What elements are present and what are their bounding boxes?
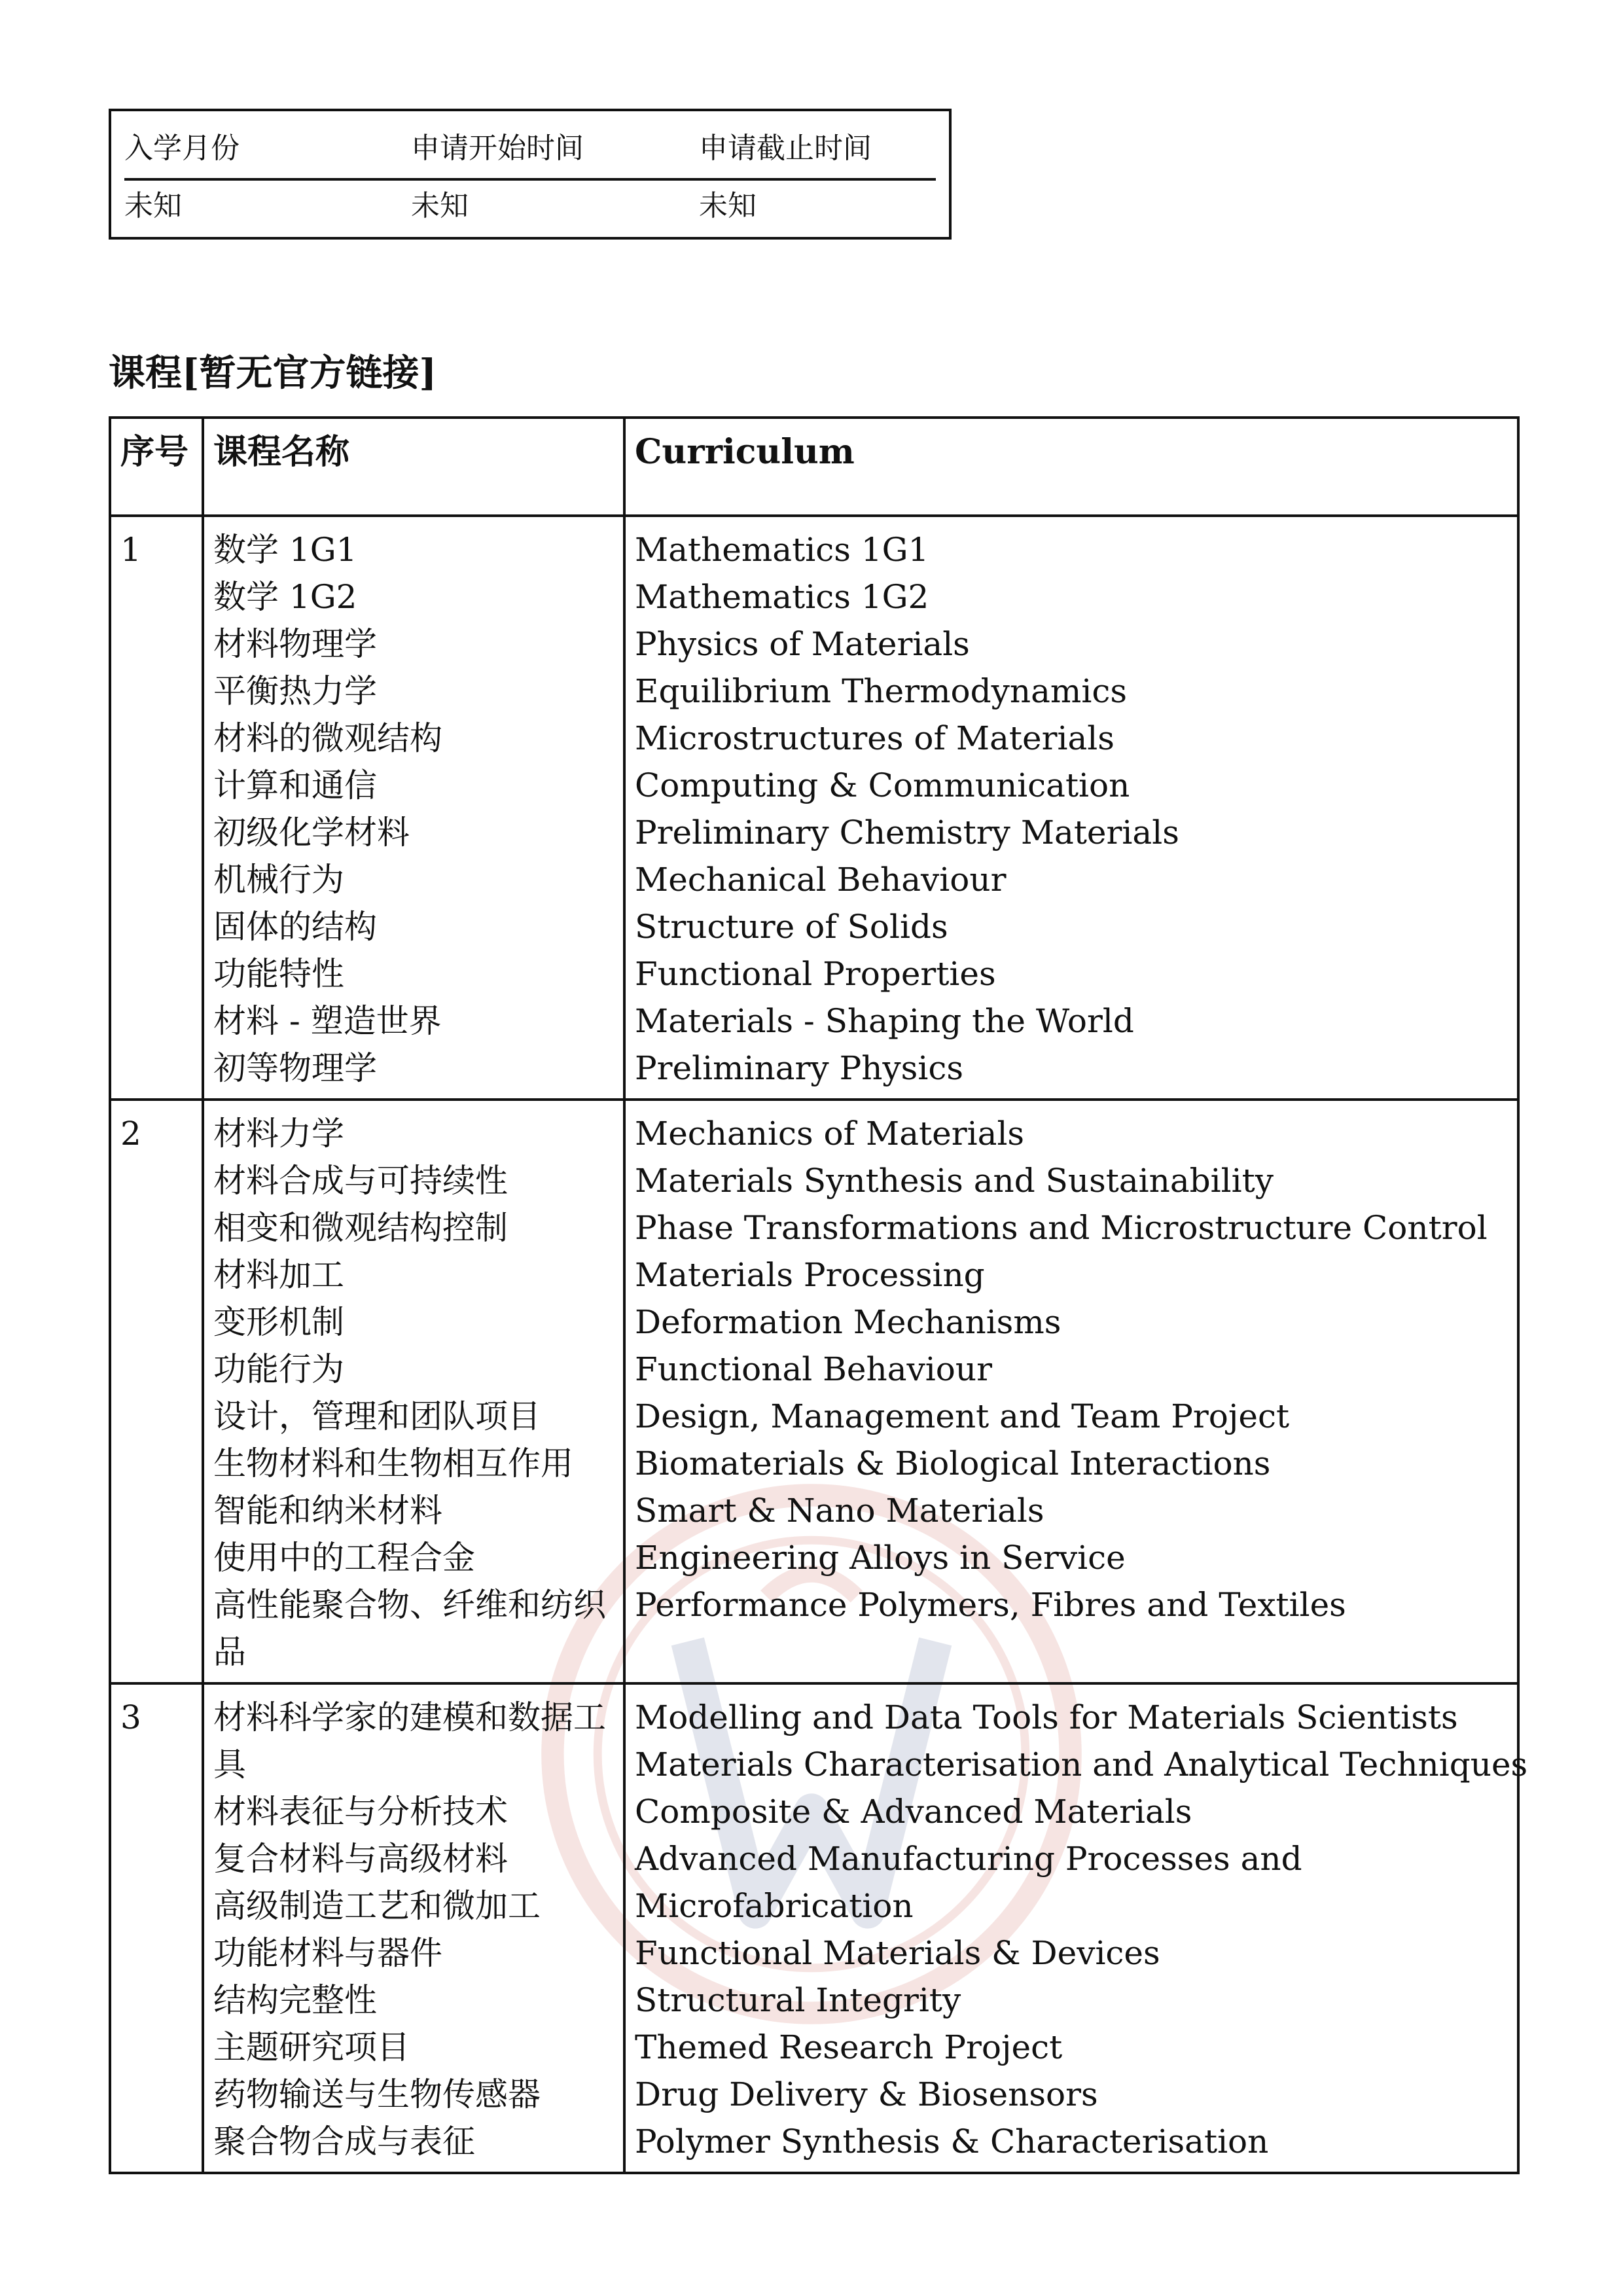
course-names-chinese (203, 516, 624, 1100)
course-name-cn: 变形机制 (213, 1303, 344, 1341)
course-name-en: Materials Synthesis and Sustainability (635, 1162, 1274, 1200)
course-name-cn: 药物输送与生物传感器 (213, 2075, 541, 2113)
course-name-cn: 功能特性 (213, 955, 344, 993)
intake-header-cell: 申请截止时间 (699, 132, 872, 165)
course-names-english (624, 516, 1518, 1100)
course-names-english (624, 1683, 1528, 2173)
course-name-cn: 材料 - 塑造世界 (213, 1002, 442, 1040)
course-name-en: Phase Transformations and Microstructure Control (635, 1209, 1488, 1247)
course-name-cn: 功能行为 (213, 1350, 344, 1388)
course-name-en: Polymer Synthesis & Characterisation (635, 2123, 1269, 2161)
course-name-cn: 材料科学家的建模和数据工具 (213, 1698, 606, 1784)
course-name-cn: 数学 1G2 (213, 578, 357, 616)
course-name-en: Microstructures of Materials (635, 719, 1115, 757)
course-name-cn: 聚合物合成与表征 (213, 2123, 475, 2161)
course-name-cn: 材料合成与可持续性 (213, 1162, 508, 1200)
course-name-en: Materials Characterisation and Analytical Techniques (635, 1746, 1528, 1784)
course-names-chinese (203, 1100, 624, 1683)
course-name-en: Smart & Nano Materials (635, 1492, 1044, 1530)
curriculum-row (110, 1100, 1518, 1683)
course-name-en: Mechanics of Materials (635, 1115, 1025, 1153)
intake-header-row (124, 126, 936, 181)
intake-value-cell: 未知 (411, 189, 469, 223)
course-name-en: Structure of Solids (635, 908, 948, 946)
intake-value-row (124, 183, 936, 236)
course-name-en: Deformation Mechanisms (635, 1303, 1061, 1341)
course-name-en: Advanced Manufacturing Processes and (635, 1840, 1302, 1878)
course-name-cn: 结构完整性 (213, 1981, 377, 2019)
course-name-en: Engineering Alloys in Service (635, 1539, 1126, 1577)
header-curriculum: Curriculum (624, 418, 1518, 516)
course-name-en: Drug Delivery & Biosensors (635, 2075, 1098, 2113)
course-name-cn: 生物材料和生物相互作用 (213, 1444, 573, 1482)
course-name-en: Mathematics 1G2 (635, 578, 929, 616)
year-number: 3 (110, 1683, 203, 2173)
course-name-cn: 高级制造工艺和微加工 (213, 1887, 541, 1925)
course-name-cn: 智能和纳米材料 (213, 1492, 442, 1530)
course-name-cn: 平衡热力学 (213, 672, 377, 710)
curriculum-table (109, 416, 1528, 2174)
curriculum-header-row (110, 418, 1518, 516)
course-name-en: Materials - Shaping the World (635, 1002, 1134, 1040)
course-name-cn: 设计，管理和团队项目 (213, 1397, 541, 1435)
course-name-cn: 固体的结构 (213, 908, 377, 946)
course-name-cn: 高性能聚合物、纤维和纺织品 (213, 1586, 606, 1671)
header-chinese-name: 课程名称 (203, 418, 624, 516)
course-name-en: Preliminary Chemistry Materials (635, 814, 1179, 852)
intake-value-cell: 未知 (699, 189, 757, 223)
course-name-en: Microfabrication (635, 1887, 914, 1925)
year-number: 1 (110, 516, 203, 1100)
course-name-en: Performance Polymers, Fibres and Textiles (635, 1586, 1346, 1624)
course-name-en: Modelling and Data Tools for Materials Scientists (635, 1698, 1458, 1736)
course-name-en: Composite & Advanced Materials (635, 1793, 1192, 1831)
course-name-en: Materials Processing (635, 1256, 985, 1294)
curriculum-row (110, 516, 1518, 1100)
course-name-en: Biomaterials & Biological Interactions (635, 1444, 1271, 1482)
course-name-en: Preliminary Physics (635, 1049, 963, 1087)
course-name-cn: 计算和通信 (213, 766, 377, 804)
course-name-en: Mechanical Behaviour (635, 861, 1007, 899)
intake-header-cell: 申请开始时间 (411, 132, 584, 165)
course-name-cn: 初级化学材料 (213, 814, 410, 852)
intake-value-cell: 未知 (124, 189, 182, 223)
course-name-en: Themed Research Project (635, 2028, 1063, 2066)
course-name-cn: 材料表征与分析技术 (213, 1793, 508, 1831)
header-number: 序号 (110, 418, 203, 516)
section-title: 课程[暂无官方链接] (109, 351, 437, 395)
course-name-cn: 材料力学 (213, 1115, 344, 1153)
course-name-cn: 初等物理学 (213, 1049, 377, 1087)
course-name-en: Physics of Materials (635, 625, 970, 663)
course-name-cn: 材料物理学 (213, 625, 377, 663)
course-name-cn: 机械行为 (213, 861, 344, 899)
course-names-chinese (203, 1683, 624, 2173)
intake-header-cell: 入学月份 (124, 132, 240, 165)
course-name-en: Equilibrium Thermodynamics (635, 672, 1127, 710)
course-name-en: Functional Properties (635, 955, 996, 993)
curriculum-body (110, 516, 1528, 2173)
course-name-cn: 使用中的工程合金 (213, 1539, 475, 1577)
course-name-en: Mathematics 1G1 (635, 531, 929, 569)
course-name-cn: 数学 1G1 (213, 531, 357, 569)
course-name-cn: 材料加工 (213, 1256, 344, 1294)
course-name-cn: 相变和微观结构控制 (213, 1209, 508, 1247)
course-name-en: Functional Materials & Devices (635, 1934, 1160, 1972)
course-name-en: Structural Integrity (635, 1981, 961, 2019)
course-names-english (624, 1100, 1518, 1683)
course-name-cn: 材料的微观结构 (213, 719, 442, 757)
intake-table (109, 109, 952, 240)
course-name-en: Design, Management and Team Project (635, 1397, 1290, 1435)
curriculum-row (110, 1683, 1518, 2173)
course-name-cn: 主题研究项目 (213, 2028, 410, 2066)
course-name-cn: 功能材料与器件 (213, 1934, 442, 1972)
course-name-en: Functional Behaviour (635, 1350, 992, 1388)
course-name-en: Computing & Communication (635, 766, 1130, 804)
course-name-cn: 复合材料与高级材料 (213, 1840, 508, 1878)
year-number: 2 (110, 1100, 203, 1683)
